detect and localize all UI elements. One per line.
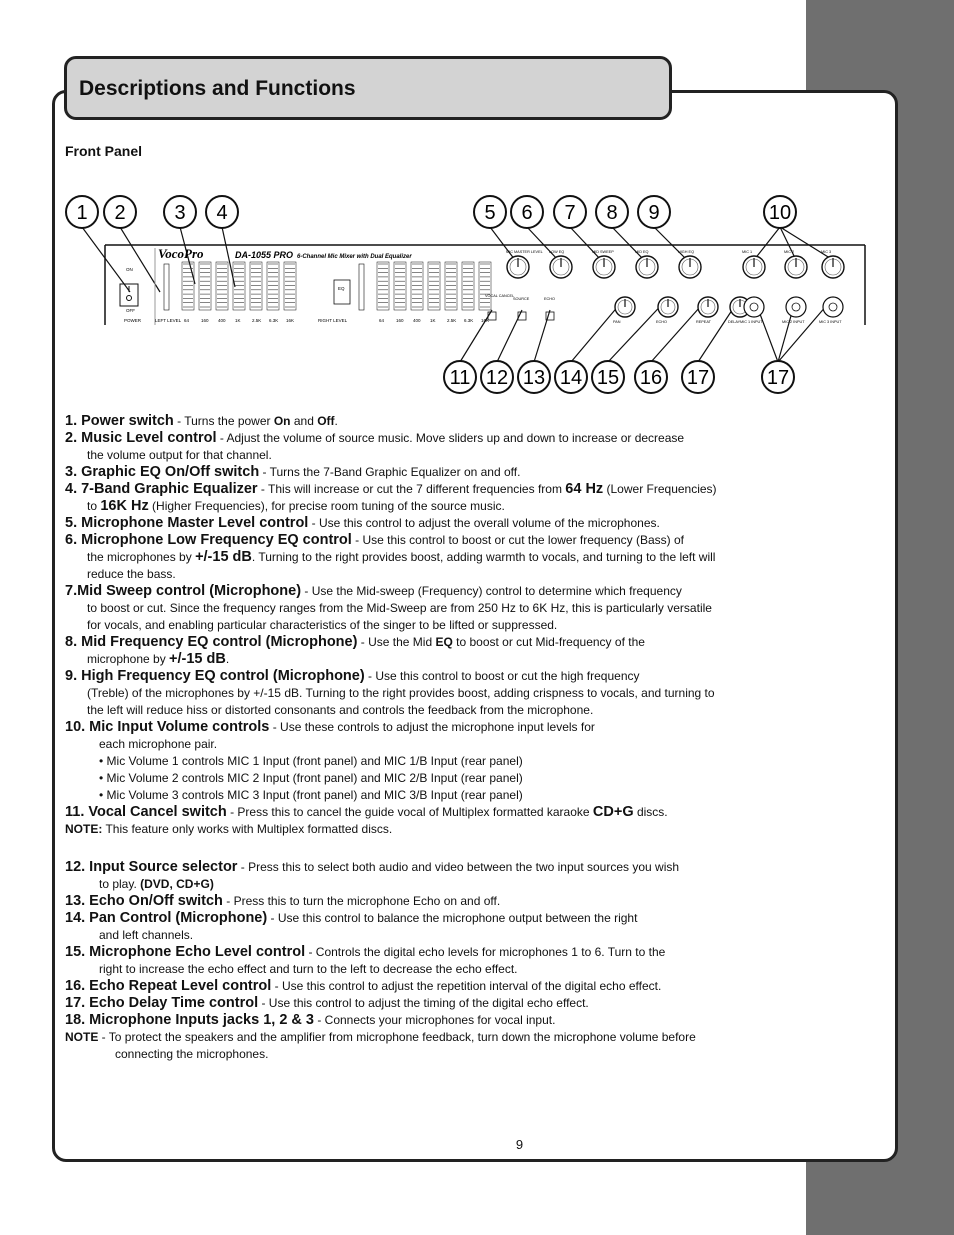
item-9-line: the left will reduce hiss or distorted consonants and controls the feedback from the microphone. [87, 703, 594, 717]
item-5: 5. Microphone Master Level control - Use this control to adjust the overall volume of the microphones. [65, 515, 660, 531]
item-17: 17. Echo Delay Time control - Use this control to adjust the timing of the digital echo effect. [65, 995, 589, 1011]
callout-number: 10 [768, 202, 792, 224]
item-18-note: NOTE - To protect the speakers and the amplifier from microphone feedback, turn down the microphone volume before [65, 1030, 696, 1044]
item-3: 3. Graphic EQ On/Off switch - Turns the 7-Band Graphic Equalizer on and off. [65, 464, 521, 480]
item-15: 15. Microphone Echo Level control - Controls the digital echo levels for microphones 1 to 6. Turn to the [65, 944, 666, 960]
left-level-label: LEFT LEVEL [155, 318, 182, 323]
source-label: SOURCE [513, 297, 530, 301]
mic-input-label: MIC 3 INPUT [819, 320, 842, 324]
item-7-line: to boost or cut. Since the frequency ranges from the Mid-Sweep are from 250 Hz to 6K Hz, this is particularly versatile [87, 601, 712, 615]
item-11-note: NOTE: This feature only works with Multiplex formatted discs. [65, 822, 393, 836]
knob-top-1-label: MIC MASTER LEVEL [506, 250, 543, 254]
eq-band-label: 64 [184, 318, 190, 323]
mic-volume-knob-2-label: MIC 2 [784, 250, 795, 254]
item-10: 10. Mic Input Volume controls - Use these controls to adjust the microphone input levels for [65, 719, 595, 735]
callout-number: 16 [639, 367, 663, 389]
item-7: 7.Mid Sweep control (Microphone) - Use the Mid-sweep (Frequency) control to determine which frequency [65, 583, 682, 599]
right-level-label: RIGHT LEVEL [318, 318, 348, 323]
callout-number: 9 [648, 202, 660, 224]
callout-number: 4 [216, 202, 228, 224]
device-panel [105, 245, 865, 325]
eq-band-label: 400 [413, 318, 421, 323]
eq-band-label: 16K [286, 318, 295, 323]
power-on-label: ON [126, 267, 133, 272]
bullet-item: • Mic Volume 3 controls MIC 3 Input (front panel) and MIC 3/B Input (rear panel) [99, 788, 523, 802]
section-title: Front Panel [65, 143, 143, 159]
item-8-line: microphone by +/-15 dB. [87, 651, 230, 667]
mic-volume-knob-1-label: MIC 1 [742, 250, 753, 254]
eq-band-label: 2.5K [447, 318, 457, 323]
item-14: 14. Pan Control (Microphone) - Use this control to balance the microphone output between the right [65, 910, 638, 926]
echo-label: ECHO [544, 297, 555, 301]
item-16: 16. Echo Repeat Level control - Use this control to adjust the repetition interval of the digital echo effect. [65, 978, 662, 994]
callout-number: 3 [174, 202, 186, 224]
callout-number: 17 [766, 367, 790, 389]
knob-top-3-label: MID SWEEP [592, 250, 614, 254]
bullet-item: • Mic Volume 2 controls MIC 2 Input (front panel) and MIC 2/B Input (rear panel) [99, 771, 523, 785]
page-number: 9 [515, 1137, 524, 1152]
knob-bottom-3-label: REPEAT [696, 320, 711, 324]
item-10-line: each microphone pair. [99, 737, 218, 751]
eq-band-label: 400 [218, 318, 226, 323]
title-tab [64, 56, 672, 120]
item-12: 12. Input Source selector - Press this to select both audio and video between the two input sources you wish [65, 859, 680, 875]
callout-number: 12 [485, 367, 509, 389]
item-6-line: reduce the bass. [87, 567, 176, 581]
eq-band-label: 160 [201, 318, 209, 323]
eq-band-label: 6.3K [269, 318, 279, 323]
item-14-line: and left channels. [99, 928, 194, 942]
item-8: 8. Mid Frequency EQ control (Microphone) - Use the Mid EQ to boost or cut Mid-frequency of the [65, 634, 645, 650]
tagline-label: 6-Channel Mic Mixer with Dual Equalizer [297, 254, 412, 260]
item-18: 18. Microphone Inputs jacks 1, 2 & 3 - Connects your microphones for vocal input. [65, 1012, 556, 1028]
model-label: DA-1055 PRO [235, 250, 294, 260]
eq-band-label: 16K [481, 318, 490, 323]
item-1: 1. Power switch - Turns the power On and Off. [65, 413, 338, 429]
item-9: 9. High Frequency EQ control (Microphone) - Use this control to boost or cut the high frequency [65, 668, 640, 684]
item-15-line: right to increase the echo effect and turn to the left to decrease the echo effect. [99, 962, 518, 976]
mic-input-label: MIC 2 INPUT [782, 320, 805, 324]
item-9-line: (Treble) of the microphones by +/-15 dB. Turning to the right provides boost, adding crispness to vocals, and turning to [87, 686, 715, 700]
eq-label: EQ [338, 286, 345, 291]
mic-input-jack-2[interactable] [786, 297, 806, 317]
knob-bottom-2-label: ECHO [656, 320, 667, 324]
knob-top-4-label: MID EQ [635, 250, 649, 254]
eq-band-label: 6.3K [464, 318, 474, 323]
eq-switch[interactable] [334, 280, 350, 304]
mic-input-jack-1[interactable] [744, 297, 764, 317]
callout-number: 2 [114, 202, 126, 224]
callout-number: 8 [606, 202, 618, 224]
page-title: Descriptions and Functions [79, 77, 356, 100]
power-label: POWER [124, 318, 142, 323]
knob-top-2-label: LOW EQ [549, 250, 565, 254]
callout-number: 11 [449, 367, 471, 389]
mic-volume-knob-3-label: MIC 3 [821, 250, 832, 254]
item-2-line: the volume output for that channel. [87, 448, 272, 462]
item-4: 4. 7-Band Graphic Equalizer - This will increase or cut the 7 different frequencies from 64 Hz (Lower Frequencies) [65, 481, 717, 497]
callout-number: 13 [522, 367, 546, 389]
item-6: 6. Microphone Low Frequency EQ control - Use this control to boost or cut the lower frequency (Bass) of [65, 532, 684, 548]
mic-input-label: MIC 1 INPUT [740, 320, 763, 324]
bullet-item: • Mic Volume 1 controls MIC 1 Input (front panel) and MIC 1/B Input (rear panel) [99, 754, 523, 768]
callout-number: 5 [484, 202, 496, 224]
front-panel-diagram [60, 192, 880, 402]
item-18-note-line: connecting the microphones. [115, 1047, 269, 1061]
item-7-line: for vocals, and enabling particular characteristics of the singer to be lifted or suppressed. [87, 618, 558, 632]
vocal-cancel-switch[interactable] [488, 312, 496, 320]
knob-bottom-4-label: DELAY [728, 320, 741, 324]
eq-band-label: 1K [430, 318, 436, 323]
descriptions [65, 413, 795, 1063]
knob-top-5-label: HIGH EQ [678, 250, 695, 254]
item-4-line: to 16K Hz (Higher Frequencies), for precise room tuning of the source music. [87, 498, 505, 514]
item-12-line: to play. (DVD, CD+G) [99, 877, 214, 891]
callout-number: 6 [521, 202, 533, 224]
knob-bottom-1-label: PAN [613, 320, 621, 324]
eq-band-label: 160 [396, 318, 404, 323]
eq-band-label: 64 [379, 318, 385, 323]
callout-number: 14 [559, 367, 583, 389]
eq-band-label: 2.5K [252, 318, 262, 323]
callout-number: 15 [596, 367, 620, 389]
power-off-label: OFF [126, 308, 135, 313]
eq-band-label: 1K [235, 318, 241, 323]
callout-number: 1 [76, 202, 88, 224]
vocal-cancel-label: VOCAL CANCEL [485, 294, 515, 298]
item-13: 13. Echo On/Off switch - Press this to turn the microphone Echo on and off. [65, 893, 501, 909]
left-level-slider[interactable] [164, 264, 169, 310]
callout-number: 7 [564, 202, 576, 224]
right-level-slider[interactable] [359, 264, 364, 310]
brand-logo: VocoPro [158, 246, 204, 261]
item-11: 11. Vocal Cancel switch - Press this to cancel the guide vocal of Multiplex formatted karaoke CD+G discs. [65, 804, 668, 820]
item-6-line: the microphones by +/-15 dB. Turning to the right provides boost, adding warmth to vocals, and turning to the left will [87, 549, 716, 565]
callout-number: 17 [686, 367, 710, 389]
item-2: 2. Music Level control - Adjust the volume of source music. Move sliders up and down to increase or decrease [65, 430, 685, 446]
mic-input-jack-3[interactable] [823, 297, 843, 317]
